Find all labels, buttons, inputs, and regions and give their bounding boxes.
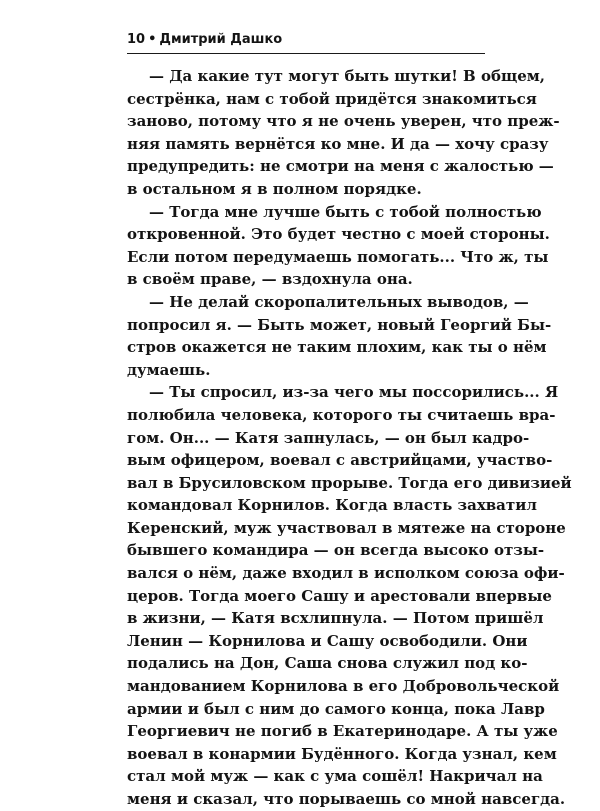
text-line: подались на Дон, Саша снова служил под ко- [127,654,528,673]
text-line: — Тогда мне лучше быть с тобой полностью [149,202,542,221]
page-body-text [127,65,572,811]
paragraph [127,201,550,291]
author-name: Дмитрий Дашко [159,32,283,47]
text-line: командовал Корнилов. Когда власть захватил [127,496,537,515]
text-line: предупредить: не смотри на меня с жалостью — [127,157,554,176]
text-line: сестрёнка, нам с тобой придётся знакомиться [127,89,537,108]
text-line: меня и сказал, что порываешь со мной навсегда. [127,790,566,808]
text-line: воевал в конармии Будённого. Когда узнал, кем [127,744,557,763]
text-line: вым офицером, воевал с австрийцами, участво- [127,451,553,470]
text-line: Георгиевич не погиб в Екатеринодаре. А ты уже [127,722,558,741]
text-line: — Не делай скоропалительных выводов, — [149,292,529,311]
text-line: гом. Он... — Катя запнулась, — он был кадро- [127,428,530,447]
header-rule [127,53,485,54]
text-line: стров окажется не таким плохим, как ты о нём [127,338,547,357]
paragraph [127,65,560,201]
text-line: Керенский, муж участвовал в мятеже на стороне [127,518,566,537]
text-line: Ленин — Корнилова и Сашу освободили. Они [127,631,528,650]
text-line: откровенной. Это будет честно с моей стороны. [127,225,550,244]
header-separator: • [148,32,157,47]
text-line: — Ты спросил, из-за чего мы поссорились... Я [149,383,559,402]
text-line: стал мой муж — как с ума сошёл! Накричал на [127,767,543,786]
text-line: бывшего командира — он всегда высоко отзы- [127,541,545,560]
text-line: Если потом передумаешь помогать... Что ж, ты [127,247,549,266]
text-line: попросил я. — Быть может, новый Георгий Бы- [127,315,552,334]
page-number: 10 [127,32,146,47]
text-line: полюбила человека, которого ты считаешь вра- [127,405,556,424]
paragraph [127,291,552,381]
text-line: церов. Тогда моего Сашу и арестовали впервые [127,586,552,605]
text-line: в жизни, — Катя всхлипнула. — Потом пришёл [127,609,544,628]
text-line: вался о нём, даже входил в исполком союза офи- [127,564,565,583]
running-header [127,31,485,49]
text-line: вал в Брусиловском прорыве. Тогда его дивизией [127,473,572,492]
text-line: мандованием Корнилова в его Добровольческой [127,677,560,696]
text-line: заново, потому что я не очень уверен, что преж- [127,112,560,131]
text-line: думаешь. [127,360,211,379]
text-line: армии и был с ним до самого конца, пока Лавр [127,699,545,718]
text-line: в своём праве, — вздохнула она. [127,270,413,289]
paragraph [127,381,572,810]
text-line: — Да какие тут могут быть шутки! В общем, [149,67,545,85]
text-line: в остальном я в полном порядке. [127,179,422,198]
text-line: няя память вернётся ко мне. И да — хочу сразу [127,134,549,153]
